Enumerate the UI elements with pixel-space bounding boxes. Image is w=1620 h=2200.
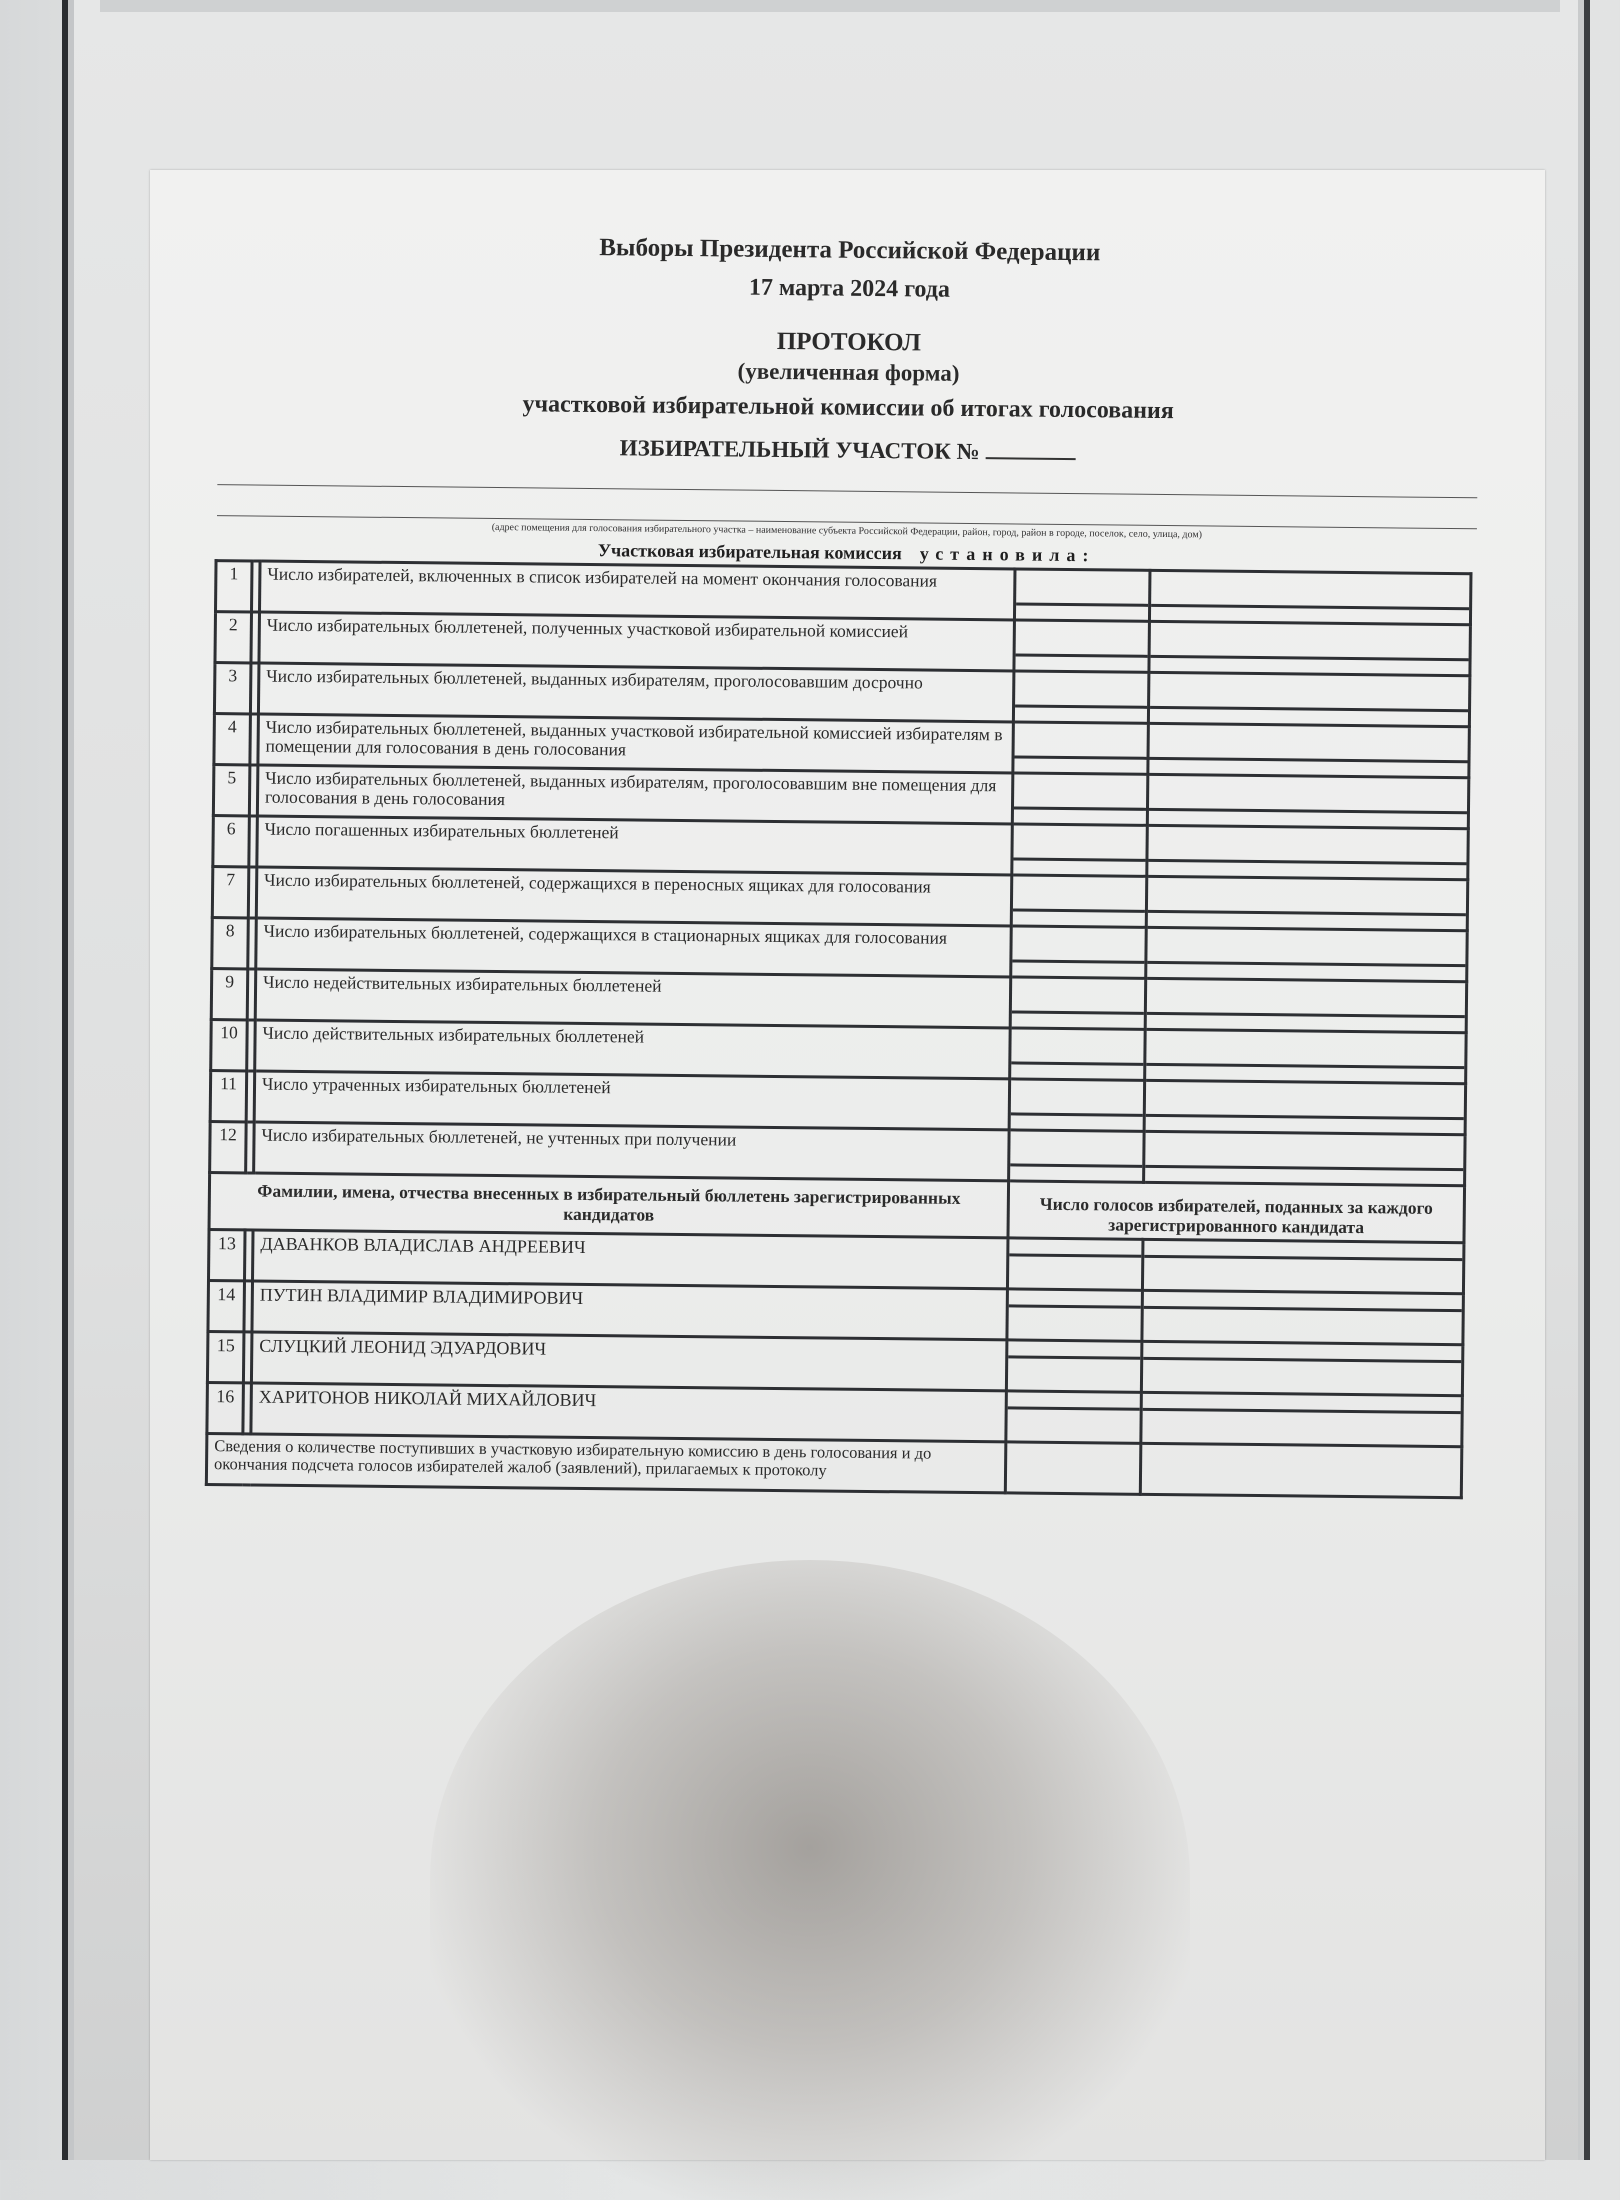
line-number: 8 <box>212 917 249 968</box>
line-words-cell <box>1147 825 1469 879</box>
line-number: 1 <box>216 560 253 611</box>
candidate-name: ДАВАНКОВ ВЛАДИСЛАВ АНДРЕЕВИЧ <box>253 1230 1008 1289</box>
line-number-cell <box>1010 1027 1146 1079</box>
line-description: Число избирательных бюллетеней, выданных участковой избирательной комиссией избирателям в помещении для голосования в день голосования <box>258 714 1013 773</box>
line-number-cell <box>1014 569 1150 621</box>
frame-top-edge <box>100 0 1560 12</box>
commission-line: участковой избирательной комиссии об итогах голосования <box>522 390 1174 424</box>
candidate-name: ПУТИН ВЛАДИМИР ВЛАДИМИРОВИЧ <box>252 1281 1007 1340</box>
address-caption: (адрес помещения для голосования избирательного участка – наименование субъекта Российской Федерации, район, город, район в городе, поселок, село, улица, дом) <box>491 521 1203 540</box>
line-words-cell <box>1144 1080 1466 1134</box>
candidate-line-number: 13 <box>209 1229 246 1280</box>
line-number-cell <box>1009 1078 1145 1130</box>
line-words-cell <box>1146 927 1468 981</box>
line-words-cell <box>1149 621 1471 675</box>
line-words-cell <box>1148 672 1470 726</box>
candidate-votes-words-cell <box>1142 1239 1464 1293</box>
candidate-line-number: 16 <box>207 1382 244 1433</box>
line-words-cell <box>1149 570 1471 624</box>
line-number-cell <box>1014 620 1150 672</box>
line-description: Число утраченных избирательных бюллетеней <box>254 1071 1009 1130</box>
precinct-label: ИЗБИРАТЕЛЬНЫЙ УЧАСТОК № <box>619 435 980 465</box>
line-words-cell <box>1144 1131 1466 1185</box>
line-number: 9 <box>211 968 248 1019</box>
line-description: Число избирательных бюллетеней, выданных избирателям, проголосовавшим вне помещения для голосования в день голосования <box>257 765 1012 824</box>
complaints-text: Сведения о количестве поступивших в участковую избирательную комиссию в день голосования и до окончания подсчета голосов избирателей жалоб (заявлений), прилагаемых к протоколу <box>206 1433 1005 1492</box>
line-description: Число избирательных бюллетеней, выданных избирателям, проголосовавшим досрочно <box>258 663 1013 722</box>
protocol-content <box>197 230 1490 1499</box>
established-prefix: Участковая избирательная комиссия <box>597 539 902 563</box>
line-words-cell <box>1146 876 1468 930</box>
candidates-rows <box>207 1229 1464 1446</box>
line-number-cell <box>1011 925 1147 977</box>
protocol-table <box>205 559 1473 1499</box>
line-description: Число избирательных бюллетеней, содержащихся в стационарных ящиках для голосования <box>256 918 1011 977</box>
line-number: 2 <box>215 611 252 662</box>
line-number: 7 <box>212 866 249 917</box>
line-description: Число недействительных избирательных бюллетеней <box>255 969 1010 1028</box>
candidates-votes-header: Число голосов избирателей, поданных за каждого зарегистрированного кандидата <box>1008 1180 1465 1242</box>
line-number-cell <box>1009 1129 1145 1181</box>
line-description: Число действительных избирательных бюллетеней <box>255 1020 1010 1079</box>
line-words-cell <box>1148 723 1470 777</box>
protocol-form: (увеличенная форма) <box>737 358 960 386</box>
protocol-lines <box>210 560 1471 1185</box>
candidates-names-header: Фамилии, имена, отчества внесенных в избирательный бюллетень зарегистрированных кандидатов <box>209 1172 1009 1237</box>
line-number: 6 <box>213 815 250 866</box>
line-number: 12 <box>210 1121 247 1172</box>
line-number-cell <box>1013 722 1149 774</box>
line-number-cell <box>1012 823 1148 875</box>
line-description: Число погашенных избирательных бюллетеней <box>257 816 1012 875</box>
line-description: Число избирательных бюллетеней, содержащихся в переносных ящиках для голосования <box>256 867 1011 926</box>
candidate-line-number: 15 <box>207 1331 244 1382</box>
line-description: Число избирателей, включенных в список избирателей на момент окончания голосования <box>260 561 1015 620</box>
candidate-name: СЛУЦКИЙ ЛЕОНИД ЭДУАРДОВИЧ <box>251 1332 1006 1391</box>
line-description: Число избирательных бюллетеней, не учтенных при получении <box>254 1122 1009 1181</box>
candidate-votes-number-cell <box>1007 1288 1143 1340</box>
candidate-votes-words-cell <box>1141 1392 1463 1446</box>
line-number-cell <box>1013 671 1149 723</box>
line-number-cell <box>1011 874 1147 926</box>
line-number: 11 <box>210 1070 247 1121</box>
candidate-votes-number-cell <box>1006 1390 1142 1442</box>
candidate-line-number: 14 <box>208 1280 245 1331</box>
candidate-votes-words-cell <box>1142 1290 1464 1344</box>
line-words-cell <box>1145 1029 1467 1083</box>
line-words-cell <box>1147 774 1469 828</box>
protocol-title: ПРОТОКОЛ <box>776 328 922 357</box>
precinct-number-blank <box>986 439 1076 460</box>
protocol-poster <box>150 170 1545 2160</box>
complaints-number-cell <box>1005 1441 1141 1493</box>
candidate-votes-number-cell <box>1007 1237 1143 1289</box>
line-number: 10 <box>211 1019 248 1070</box>
line-number-cell <box>1010 976 1146 1028</box>
line-number: 5 <box>213 764 250 815</box>
line-number: 3 <box>214 662 251 713</box>
line-number: 4 <box>214 713 251 764</box>
line-number-cell <box>1012 772 1148 824</box>
line-words-cell <box>1145 978 1467 1032</box>
candidate-votes-number-cell <box>1006 1339 1142 1391</box>
established-word: установила: <box>919 543 1096 565</box>
candidate-name: ХАРИТОНОВ НИКОЛАЙ МИХАЙЛОВИЧ <box>251 1383 1006 1442</box>
complaints-words-cell <box>1140 1443 1462 1497</box>
election-title: Выборы Президента Российской Федерации <box>599 234 1101 267</box>
election-date: 17 марта 2024 года <box>748 274 951 303</box>
candidate-votes-words-cell <box>1141 1341 1463 1395</box>
line-description: Число избирательных бюллетеней, полученных участковой избирательной комиссией <box>259 612 1014 671</box>
